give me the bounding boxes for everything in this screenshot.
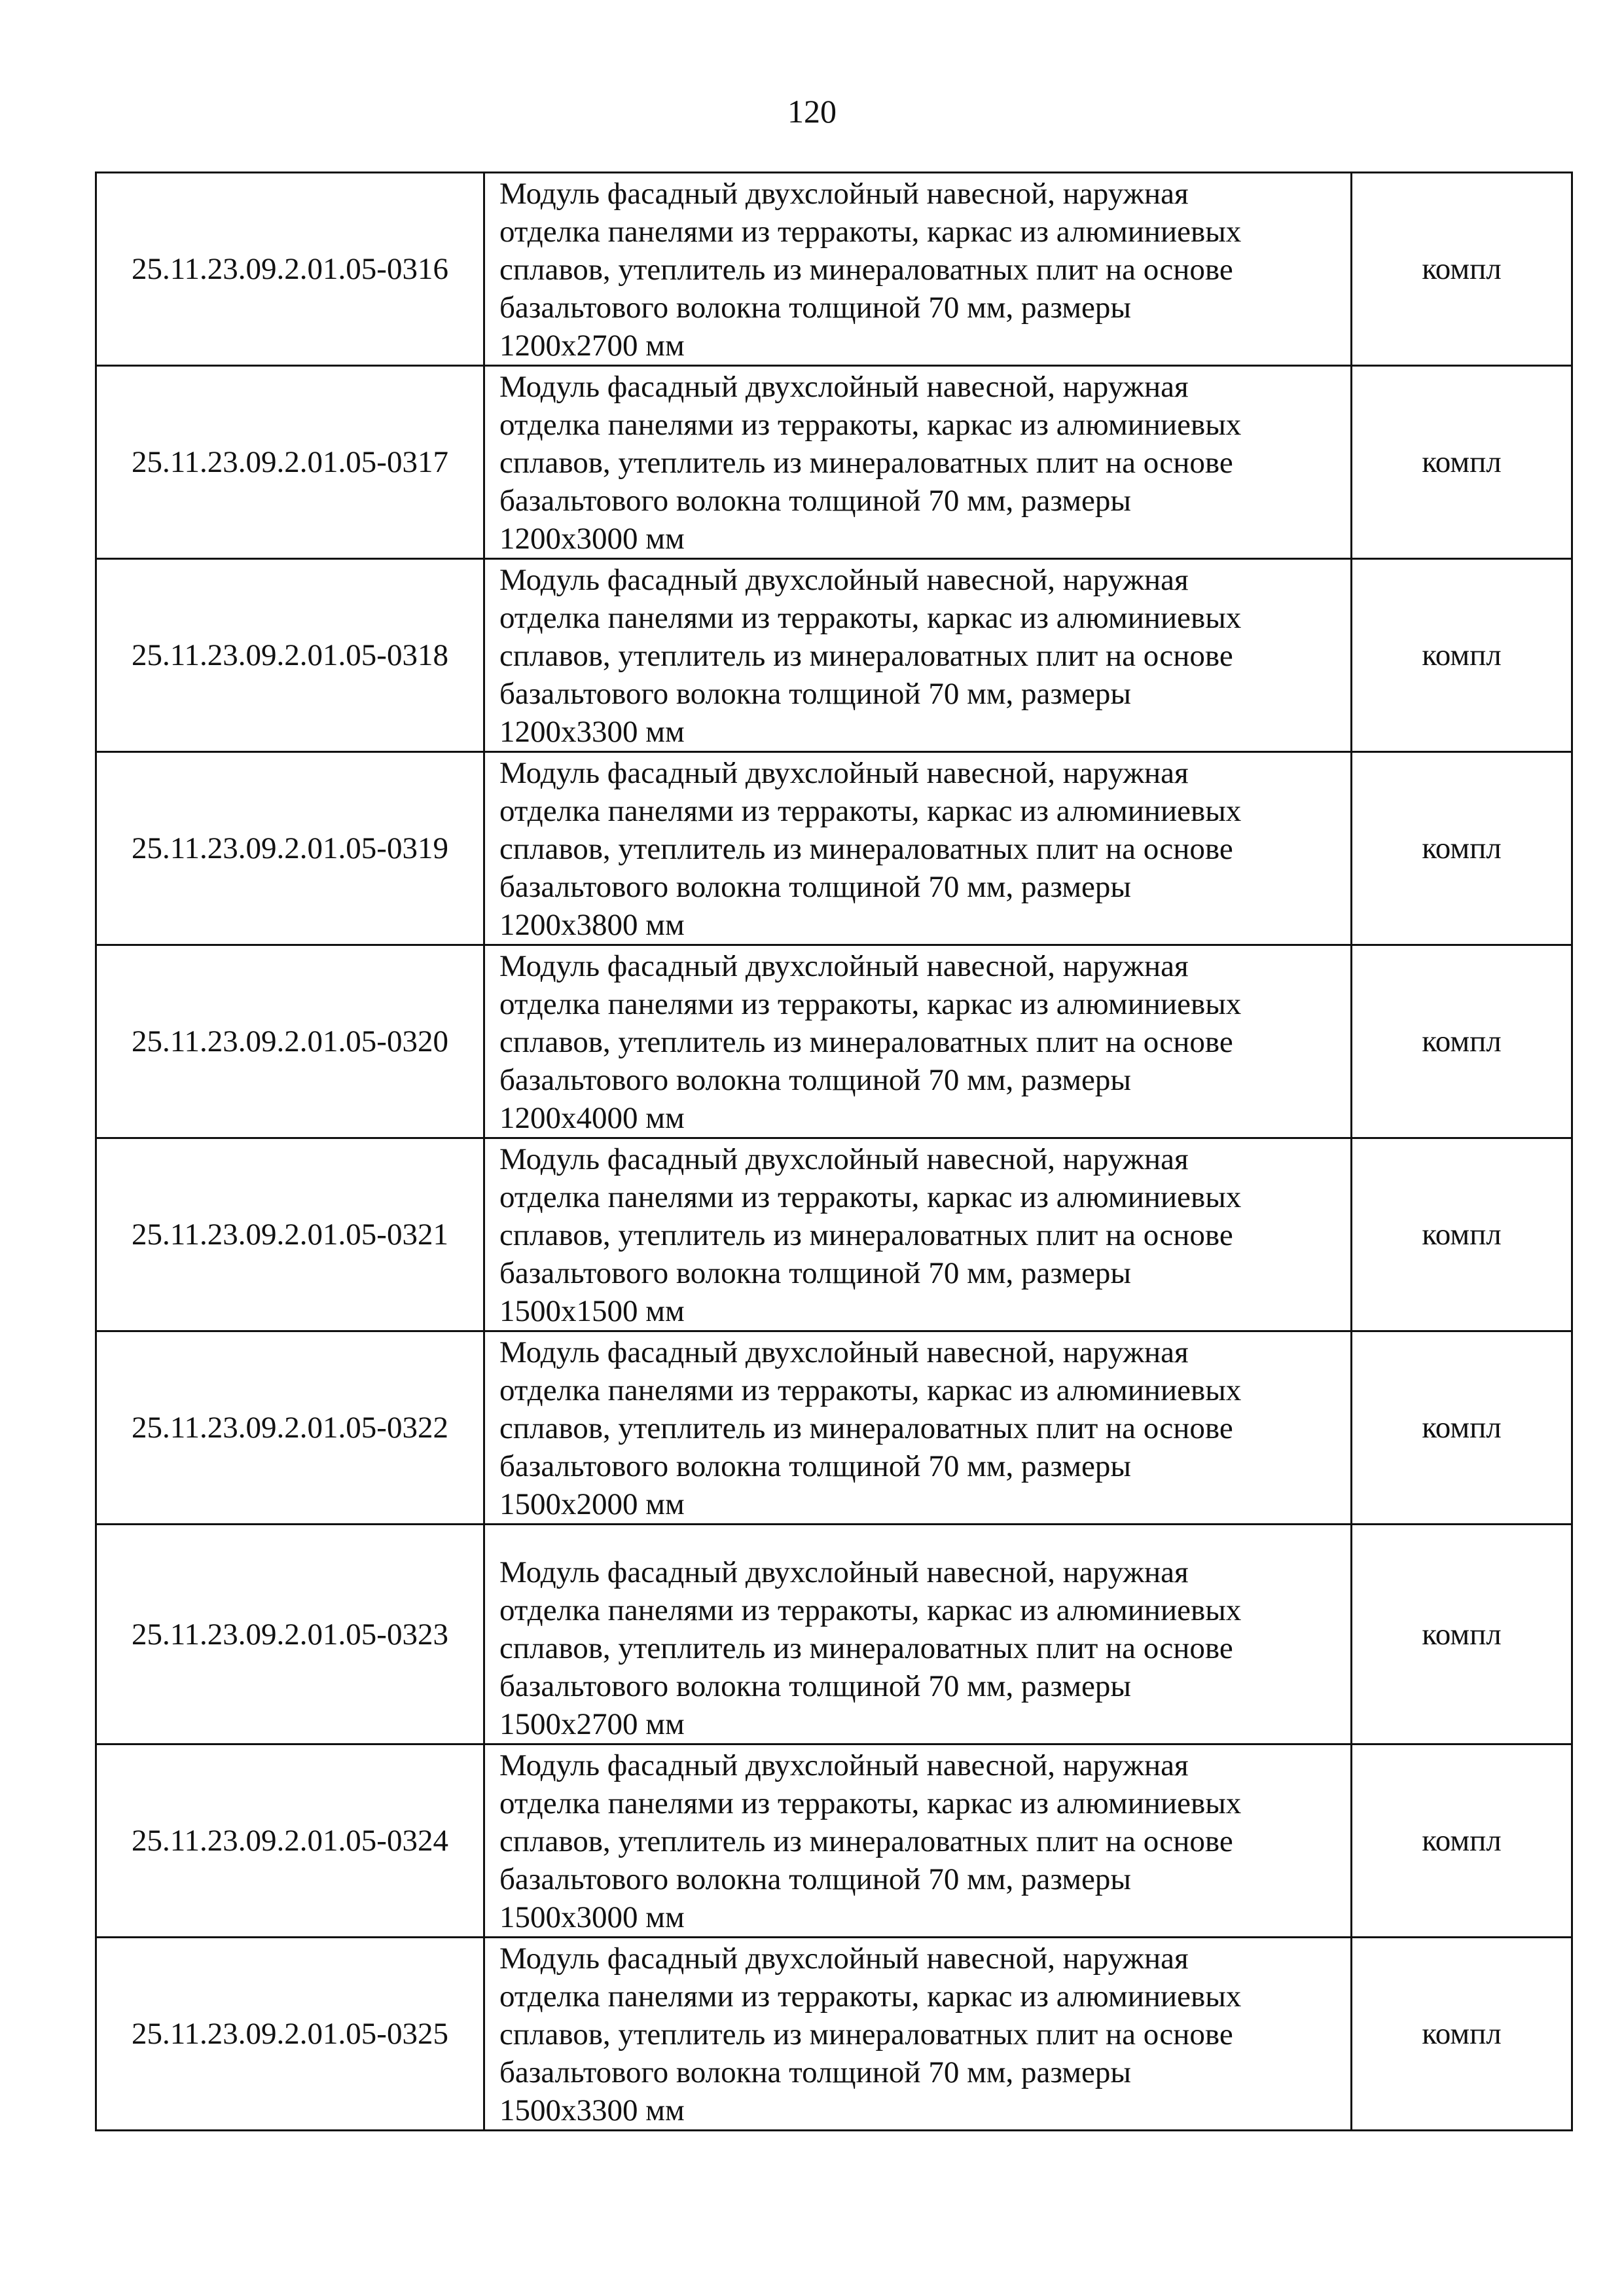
description-line: отделка панелями из терракоты, каркас из алюминиевых: [499, 1786, 1242, 1820]
description-line: базальтового волокна толщиной 70 мм, размеры: [499, 1862, 1131, 1896]
resource-description: [484, 1138, 1352, 1331]
resource-code: 25.11.23.09.2.01.05-0324: [96, 1744, 484, 1938]
description-line: базальтового волокна толщиной 70 мм, размеры: [499, 677, 1131, 711]
description-line: Модуль фасадный двухслойный навесной, наружная: [499, 949, 1189, 983]
resource-code: 25.11.23.09.2.01.05-0318: [96, 559, 484, 752]
resource-description: [484, 559, 1352, 752]
unit-of-measure: компл: [1352, 1525, 1572, 1744]
description-line: отделка панелями из терракоты, каркас из алюминиевых: [499, 1373, 1242, 1407]
description-line: базальтового волокна толщиной 70 мм, размеры: [499, 291, 1131, 325]
resource-code: 25.11.23.09.2.01.05-0319: [96, 752, 484, 945]
description-line: отделка панелями из терракоты, каркас из алюминиевых: [499, 987, 1242, 1021]
resource-table: [95, 172, 1573, 2131]
description-line: Модуль фасадный двухслойный навесной, наружная: [499, 370, 1189, 404]
description-line: сплавов, утеплитель из минераловатных плит на основе: [499, 253, 1233, 287]
resource-code: 25.11.23.09.2.01.05-0321: [96, 1138, 484, 1331]
description-line: 1200х3300 мм: [499, 715, 685, 749]
table-row: [96, 1331, 1572, 1525]
description-line: отделка панелями из терракоты, каркас из алюминиевых: [499, 601, 1242, 635]
description-line: сплавов, утеплитель из минераловатных плит на основе: [499, 2017, 1233, 2051]
page-number: 120: [787, 93, 837, 130]
description-line: сплавов, утеплитель из минераловатных плит на основе: [499, 1411, 1233, 1445]
description-line: 1200х2700 мм: [499, 329, 685, 363]
resource-code: 25.11.23.09.2.01.05-0325: [96, 1938, 484, 2131]
resource-code: 25.11.23.09.2.01.05-0322: [96, 1331, 484, 1525]
description-line: сплавов, утеплитель из минераловатных плит на основе: [499, 1824, 1233, 1858]
description-line: Модуль фасадный двухслойный навесной, наружная: [499, 1748, 1189, 1782]
resource-description: [484, 173, 1352, 366]
resource-code: 25.11.23.09.2.01.05-0316: [96, 173, 484, 366]
description-line: 1200х3800 мм: [499, 908, 685, 942]
table-row: [96, 945, 1572, 1138]
description-line: отделка панелями из терракоты, каркас из алюминиевых: [499, 1180, 1242, 1214]
description-line: сплавов, утеплитель из минераловатных плит на основе: [499, 1218, 1233, 1252]
resource-code: 25.11.23.09.2.01.05-0320: [96, 945, 484, 1138]
resource-code: 25.11.23.09.2.01.05-0323: [96, 1525, 484, 1744]
description-line: сплавов, утеплитель из минераловатных плит на основе: [499, 639, 1233, 673]
description-line: 1500х1500 мм: [499, 1294, 685, 1328]
description-line: Модуль фасадный двухслойный навесной, наружная: [499, 756, 1189, 790]
resource-code: 25.11.23.09.2.01.05-0317: [96, 366, 484, 559]
description-line: отделка панелями из терракоты, каркас из алюминиевых: [499, 794, 1242, 828]
description-line: Модуль фасадный двухслойный навесной, наружная: [499, 563, 1189, 597]
table-row: [96, 752, 1572, 945]
description-line: 1500х3000 мм: [499, 1900, 685, 1934]
description-line: отделка панелями из терракоты, каркас из алюминиевых: [499, 215, 1242, 249]
unit-of-measure: компл: [1352, 173, 1572, 366]
unit-of-measure: компл: [1352, 1138, 1572, 1331]
description-line: базальтового волокна толщиной 70 мм, размеры: [499, 1449, 1131, 1483]
unit-of-measure: компл: [1352, 1331, 1572, 1525]
description-line: сплавов, утеплитель из минераловатных плит на основе: [499, 1631, 1233, 1665]
unit-of-measure: компл: [1352, 752, 1572, 945]
resource-description: [484, 752, 1352, 945]
unit-of-measure: компл: [1352, 945, 1572, 1138]
description-line: сплавов, утеплитель из минераловатных плит на основе: [499, 1025, 1233, 1059]
table-row: [96, 1525, 1572, 1744]
description-line: Модуль фасадный двухслойный навесной, наружная: [499, 1335, 1189, 1369]
description-line: базальтового волокна толщиной 70 мм, размеры: [499, 1256, 1131, 1290]
resource-description: [484, 1331, 1352, 1525]
description-line: отделка панелями из терракоты, каркас из алюминиевых: [499, 1593, 1242, 1627]
resource-description: [484, 1525, 1352, 1744]
unit-of-measure: компл: [1352, 559, 1572, 752]
description-line: базальтового волокна толщиной 70 мм, размеры: [499, 484, 1131, 518]
table-row: [96, 366, 1572, 559]
table-row: [96, 1744, 1572, 1938]
table-row: [96, 1938, 1572, 2131]
description-line: сплавов, утеплитель из минераловатных плит на основе: [499, 832, 1233, 866]
table-row: [96, 1138, 1572, 1331]
unit-of-measure: компл: [1352, 1744, 1572, 1938]
description-line: базальтового волокна толщиной 70 мм, размеры: [499, 870, 1131, 904]
resource-description: [484, 1938, 1352, 2131]
description-line: Модуль фасадный двухслойный навесной, наружная: [499, 177, 1189, 211]
description-line: отделка панелями из терракоты, каркас из алюминиевых: [499, 408, 1242, 442]
unit-of-measure: компл: [1352, 1938, 1572, 2131]
description-line: базальтового волокна толщиной 70 мм, размеры: [499, 2055, 1131, 2089]
description-line: 1500х3300 мм: [499, 2093, 685, 2127]
description-line: Модуль фасадный двухслойный навесной, наружная: [499, 1142, 1189, 1176]
description-line: отделка панелями из терракоты, каркас из алюминиевых: [499, 1979, 1242, 2014]
resource-description: [484, 1744, 1352, 1938]
description-line: 1500х2000 мм: [499, 1487, 685, 1521]
description-line: 1200х4000 мм: [499, 1101, 685, 1135]
description-line: 1500х2700 мм: [499, 1707, 685, 1741]
description-line: Модуль фасадный двухслойный навесной, наружная: [499, 1942, 1189, 1976]
description-line: 1200х3000 мм: [499, 522, 685, 556]
description-line: базальтового волокна толщиной 70 мм, размеры: [499, 1063, 1131, 1097]
description-line: сплавов, утеплитель из минераловатных плит на основе: [499, 446, 1233, 480]
unit-of-measure: компл: [1352, 366, 1572, 559]
resource-description: [484, 366, 1352, 559]
resource-description: [484, 945, 1352, 1138]
description-line: Модуль фасадный двухслойный навесной, наружная: [499, 1555, 1189, 1589]
description-line: базальтового волокна толщиной 70 мм, размеры: [499, 1669, 1131, 1703]
table-row: [96, 173, 1572, 366]
table-row: [96, 559, 1572, 752]
